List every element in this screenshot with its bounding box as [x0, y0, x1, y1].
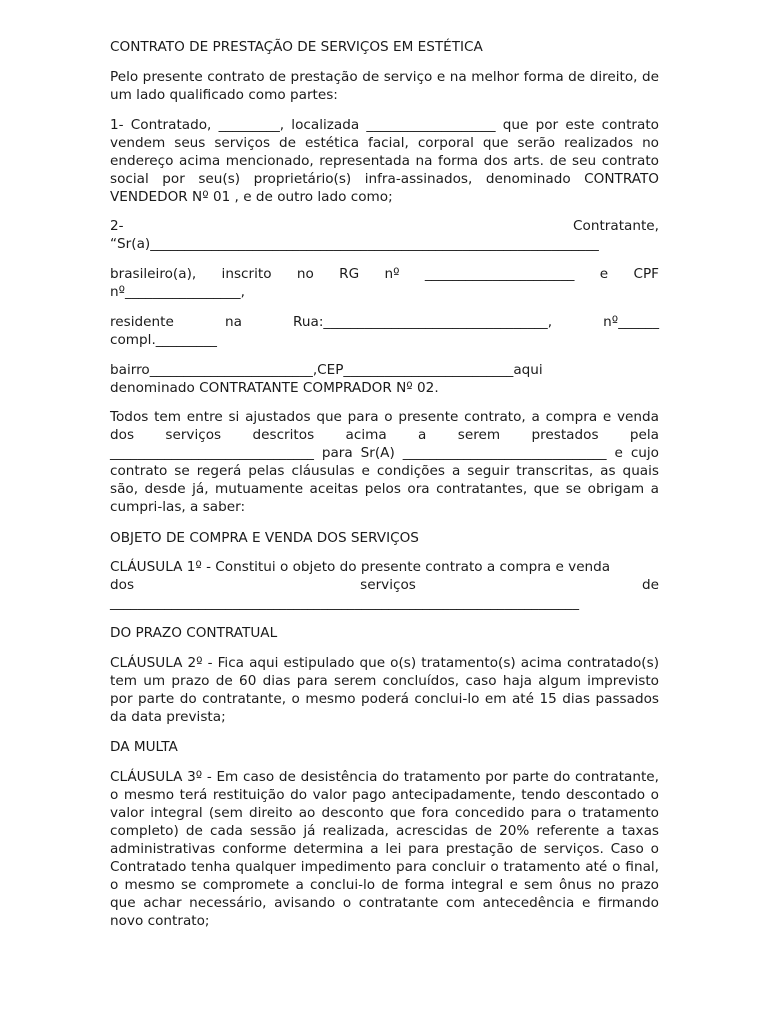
district-block: [110, 361, 659, 397]
address-line1: residente na Rua:_________________________________, nº______: [110, 314, 659, 330]
district-line1: bairro________________________,CEP_________________________aqui: [110, 362, 543, 378]
clause2-paragraph: CLÁUSULA 2º - Fica aqui estipulado que o(s) tratamento(s) acima contratado(s) tem um prazo de 60 dias para serem concluídos, caso haja algum imprevisto por parte do contratante, o mesmo poderá conclui-lo em até 15 dias passados da data prevista;: [110, 655, 659, 725]
nationality-block: [110, 265, 659, 301]
clause1-block: [110, 558, 659, 612]
party2-block: 2- Contratante, “Sr(a)__________________________________________________________________: [110, 218, 659, 252]
nationality-line1: brasileiro(a), inscrito no RG nº ______________________ e CPF: [110, 266, 659, 282]
document-title: CONTRATO DE PRESTAÇÃO DE SERVIÇOS EM ESTÉTICA: [110, 39, 483, 55]
heading-fine: DA MULTA: [110, 739, 178, 755]
address-block: [110, 313, 659, 349]
clause3-paragraph: CLÁUSULA 3º - Em caso de desistência do tratamento por parte do contratante, o mesmo terá restituição do valor pago antecipadamente, tendo descontado o valor integral (sem direito ao desconto que fora concedido para o tratamento completo) de cada sessão já realizada, acrescidas de 20% referente a taxas administrativas conforme determina a lei para prestação de serviços. Caso o Contratado tenha qualquer impedimento para concluir o tratamento até o final, o mesmo se compromete a conclui-lo de forma integral e sem ônus no prazo que achar necessário, avisando o contratante com antecedência e firmando novo contrato;: [110, 769, 659, 929]
district-line2: denominado CONTRATANTE COMPRADOR Nº 02.: [110, 380, 439, 396]
intro-paragraph: Pelo presente contrato de prestação de serviço e na melhor forma de direito, de um lado qualificado como partes:: [110, 69, 659, 103]
clause1-line3: _____________________________________________________________________: [110, 595, 579, 611]
heading-object: OBJETO DE COMPRA E VENDA DOS SERVIÇOS: [110, 530, 419, 546]
address-line2: compl._________: [110, 332, 217, 348]
clause1-line2: dos serviços de: [110, 577, 659, 593]
agreement-paragraph: Todos tem entre si ajustados que para o presente contrato, a compra e venda dos serviços descritos acima a serem prestados pela ______________________________ para Sr(A) ______________________________ e cujo contrato se regerá pelas cláusulas e condições a seguir transcritas, as quais são, desde já, mutuamente aceitas pelos ora contratantes, que se obrigam a cumpri-las, a saber:: [110, 409, 659, 515]
heading-term: DO PRAZO CONTRATUAL: [110, 625, 278, 641]
party2-line2: “Sr(a)__________________________________________________________________: [110, 236, 599, 252]
clause1-line1: CLÁUSULA 1º - Constitui o objeto do presente contrato a compra e venda: [110, 559, 611, 575]
party1-paragraph: 1- Contratado, _________, localizada ___________________ que por este contrato vendem seus serviços de estética facial, corporal que serão realizados no endereço acima mencionado, representada na forma dos arts. de seu contrato social por seu(s) proprietário(s) infra-assinados, denominado CONTRATO VENDEDOR Nº 01 , e de outro lado como;: [110, 117, 659, 205]
nationality-line2: nº_________________,: [110, 284, 245, 300]
